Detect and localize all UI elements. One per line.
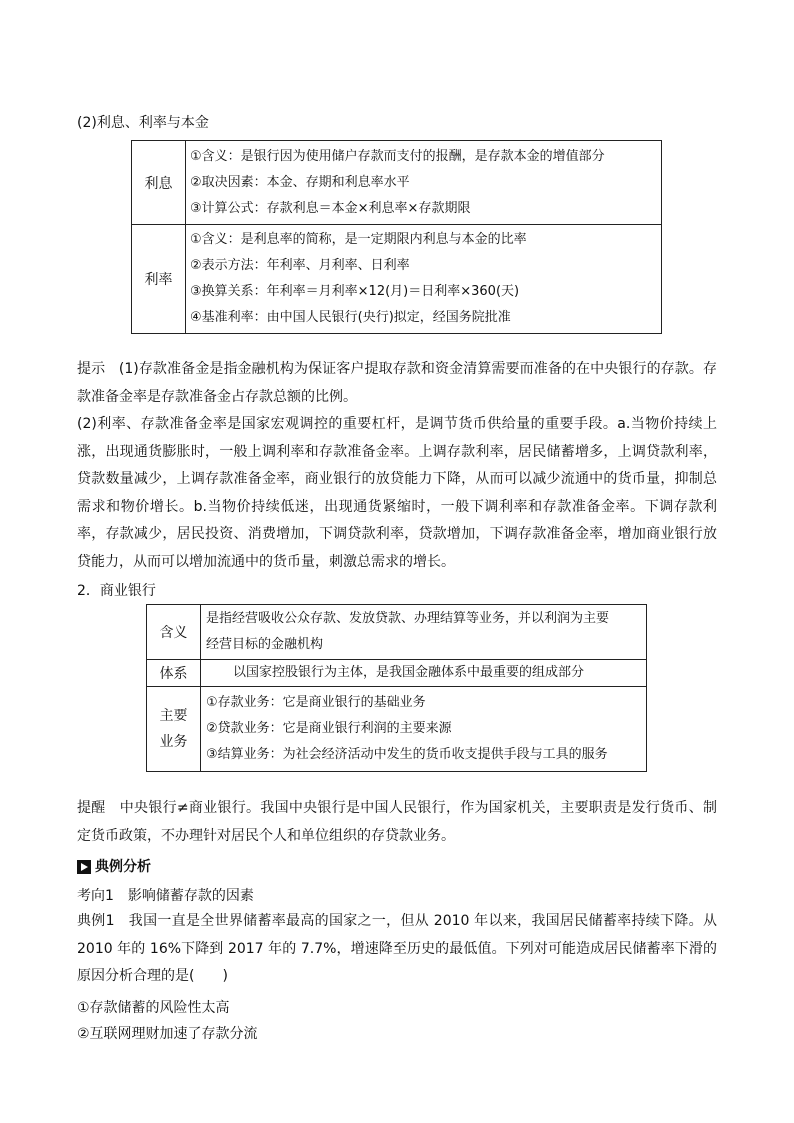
example-1-paragraph [77, 908, 717, 991]
table-line: ②取决因素：本金、存期和利息率水平 [190, 174, 410, 190]
table-row [147, 687, 647, 772]
example-heading [77, 857, 151, 877]
table-line: ④基准利率：由中国人民银行(央行)拟定，经国务院批准 [190, 310, 511, 325]
row-head-interest: 利息 [132, 141, 186, 225]
table-row [132, 141, 662, 225]
row-head-main-business: 主要业务 [147, 687, 201, 772]
table-line: 是指经营吸收公众存款、发放贷款、办理结算等业务，并以利润为主要 [206, 611, 610, 626]
table-line: ②表示方法：年利率、月利率、日利率 [190, 258, 410, 273]
remind-paragraph [77, 795, 717, 850]
table-line: ①存款业务：它是商业银行的基础业务 [206, 695, 426, 710]
table-line: 经营目标的金融机构 [206, 637, 324, 652]
table-line: ③计算公式：存款利息＝本金×利息率×存款期限 [190, 200, 471, 216]
remind-text: 中央银行≠商业银行。我国中央银行是中国人民银行，作为国家机关，主要职责是发行货币、制定货币政策，不办理针对居民个人和单位组织的存贷款业务。 [77, 800, 717, 844]
example-heading-text: 典例分析 [95, 859, 151, 875]
tip-paragraph-1 [77, 356, 717, 411]
section-title-interest: (2)利息、利率与本金 [77, 115, 209, 131]
table-row [147, 605, 647, 660]
table-row [132, 225, 662, 334]
section-title-commercial-bank: 2．商业银行 [77, 583, 156, 599]
tip-label: 提示 [77, 361, 106, 377]
tip-paragraph-2: (2)利率、存款准备金率是国家宏观调控的重要杠杆，是调节货币供给量的重要手段。a.当物价持续上涨，出现通货膨胀时，一般上调利率和存款准备金率。上调存款利率，居民储蓄增多，上调贷款利率，贷款数量减少，上调存款准备金率，商业银行的放贷能力下降，从而可以减少流通中的货币量，抑制总需求和物价增长。b.当物价持续低迷，出现通货紧缩时，一般下调利率和存款准备金率。下调存款利率，存款减少，居民投资、消费增加，下调贷款利率，贷款增加，下调存款准备金率，增加商业银行放贷能力，从而可以增加流通中的货币量，刺激总需求的增长。 [77, 416, 717, 570]
commercial-bank-table [146, 604, 647, 772]
table-line: ①含义：是利息率的简称，是一定期限内利息与本金的比率 [190, 232, 527, 247]
option-1: ①存款储蓄的风险性太高 [77, 1000, 230, 1016]
direction-title: 考向1 影响储蓄存款的因素 [77, 888, 254, 904]
table-line: ②贷款业务：它是商业银行利润的主要来源 [206, 721, 452, 736]
row-head-system: 体系 [147, 660, 201, 687]
example-1-label: 典例1 [77, 913, 115, 929]
play-triangle-icon [77, 860, 91, 874]
table-line: ③结算业务：为社会经济活动中发生的货币收支提供手段与工具的服务 [206, 747, 608, 762]
table-line: ③换算关系：年利率＝月利率×12(月)＝日利率×360(天) [190, 284, 520, 299]
option-2: ②互联网理财加速了存款分流 [77, 1026, 258, 1042]
row-head-meaning: 含义 [147, 605, 201, 660]
example-1-text: 我国一直是全世界储蓄率最高的国家之一，但从 2010 年以来，我国居民储蓄率持续下降。从 2010 年的 16%下降到 2017 年的 7.7%，增速降至历史的最低值。下列对可能造成居民储蓄率下滑的原因分析合理的是( ) [77, 913, 717, 984]
table-row [147, 660, 647, 687]
table-line: 以国家控股银行为主体，是我国金融体系中最重要的组成部分 [233, 665, 585, 680]
interest-rate-table [131, 140, 662, 334]
tip-text-1: (1)存款准备金是指金融机构为保证客户提取存款和资金清算需要而准备的在中央银行的存款。存款准备金率是存款准备金占存款总额的比例。 [77, 361, 717, 405]
table-line: ①含义：是银行因为使用储户存款而支付的报酬，是存款本金的增值部分 [190, 148, 605, 164]
row-head-rate: 利率 [132, 225, 186, 334]
remind-label: 提醒 [77, 800, 106, 816]
